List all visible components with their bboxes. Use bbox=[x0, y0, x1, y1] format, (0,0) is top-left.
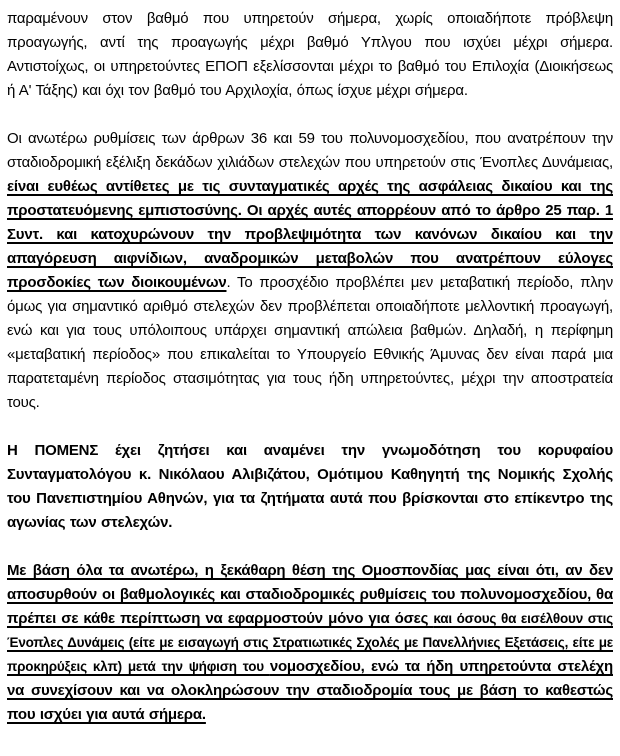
text-run-bold: Η ΠΟΜΕΝΣ έχει ζητήσει και αναμένει την γνωμοδότηση του κορυφαίου Συνταγματολόγου κ. Νικόλαου Αλιβιζάτου, Ομότιμου Καθηγητή της Νομικής Σχολής του Πανεπιστημίου Αθηνών, για τα ζητήματα αυτά που βρίσκονται στο επίκεντρο της αγωνίας των στελεχών. bbox=[7, 442, 613, 531]
text-run: Οι ανωτέρω ρυθμίσεις των άρθρων 36 και 59 του πολυνομοσχεδίου, που ανατρέπουν την σταδιοδρομική εξέλιξη δεκάδων χιλιάδων στελεχών που υπηρετούν στις Ένοπλες Δυνάμειας, bbox=[7, 130, 613, 171]
text-run-emphasis-small: και όσους θα εισέλθουν στις Ένοπλες Δυνάμεις (είτε με εισαγωγή στις Στρατιωτικές Σχολές με Πανελλήνιες Εξετάσεις, είτε με προκηρύξεις κλπ) μετά την ψήφιση του bbox=[7, 611, 613, 674]
text-run: παραμένουν στον βαθμό που υπηρετούν σήμερα, χωρίς οποιαδήποτε πρόβλεψη προαγωγής, αντί της προαγωγής μέχρι βαθμό Υπλγου που ισχύει μέχρι σήμερα. Αντιστοίχως, οι υπηρετούντες ΕΠΟΠ εξελίσσονται μέχρι το βαθμό του Επιλοχία (Διοικήσεως ή Α' Τάξης) και όχι τον βαθμό του Αρχιλοχία, όπως ίσχυε μέχρι σήμερα. bbox=[7, 10, 613, 99]
text-run-emphasis: νομοσχεδίου, ενώ τα ήδη υπηρετούντα στελέχη να συνεχίσουν και να ολοκληρώσουν την σταδιοδρομία τους με βάση το καθεστώς που ισχύει για αυτά σήμερα. bbox=[7, 658, 613, 723]
text-run: . Το προσχέδιο προβλέπει μεν μεταβατική περίοδο, πλην όμως για σημαντικό αριθμό στελεχών δεν προβλέπεται οποιαδήποτε μελλοντική προαγωγή, ενώ και για τους υπόλοιπους υπάρχει σημαντική απώλεια βαθμών. Δηλαδή, η περίφημη «μεταβατική περίοδος» που επικαλείται το Υπουργείο Εθνικής Άμυνας δεν είναι παρά μια παρατεταμένη περίοδος στασιμότητας για τους ήδη υπηρετούντες, μέχρι την αποστρατεία τους. bbox=[7, 274, 613, 411]
paragraph-2 bbox=[7, 127, 613, 415]
paragraph-4 bbox=[7, 559, 613, 727]
paragraph-3 bbox=[7, 439, 613, 535]
text-run-emphasis: είναι ευθέως αντίθετες με τις συνταγματικές αρχές της ασφάλειας δικαίου και της προστατευόμενης εμπιστοσύνης. Οι αρχές αυτές απορρέουν από το άρθρο 25 παρ. 1 Συντ. και κατοχυρώνουν την προβλεψιμότητα των κανόνων δικαίου και την απαγόρευση αιφνίδιων, αναδρομικών μεταβολών που ανατρέπουν εύλογες προσδοκίες των διοικουμένων bbox=[7, 178, 613, 291]
paragraph-1 bbox=[7, 7, 613, 103]
text-run-emphasis: Με βάση όλα τα ανωτέρω, η ξεκάθαρη θέση της Ομοσπονδίας μας είναι ότι, αν δεν αποσυρθούν οι βαθμολογικές και σταδιοδρομικές ρυθμίσεις του πολυνομοσχεδίου, θα πρέπει σε κάθε περίπτωση να εφαρμοστούν μόνο για όσες bbox=[7, 562, 613, 627]
